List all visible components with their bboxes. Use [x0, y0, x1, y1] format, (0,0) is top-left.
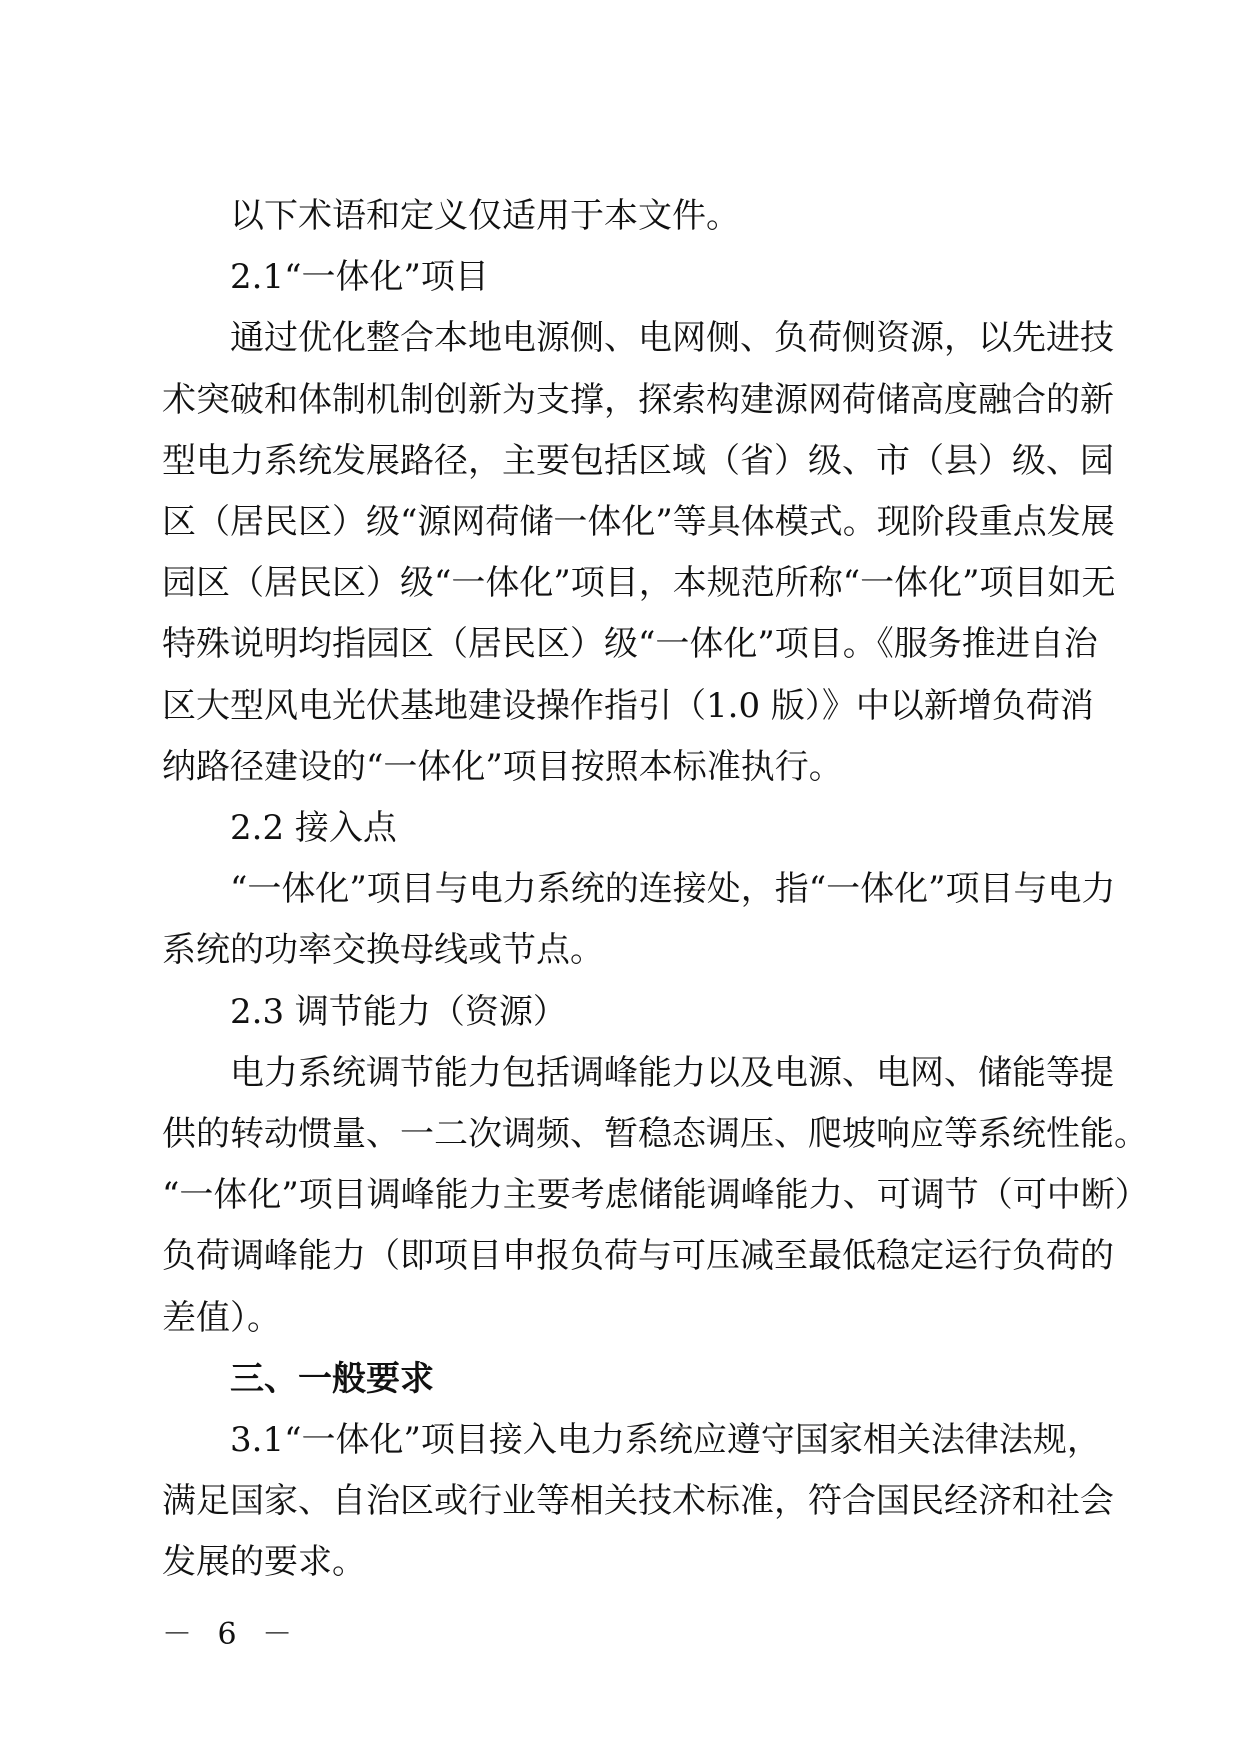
- text-line: 供的转动惯量、一二次调频、暂稳态调压、爬坡响应等系统性能。: [162, 1114, 1148, 1154]
- section-heading-3: 三、一般要求: [230, 1359, 434, 1399]
- text-line: 型电力系统发展路径，主要包括区域（省）级、市（县）级、园: [162, 441, 1114, 481]
- text-line: 以下术语和定义仅适用于本文件。: [230, 196, 740, 236]
- text-line: 电力系统调节能力包括调峰能力以及电源、电网、储能等提: [230, 1053, 1114, 1093]
- text-line: “一体化”项目调峰能力主要考虑储能调峰能力、可调节（可中断）: [162, 1175, 1149, 1215]
- text-line: 特殊说明均指园区（居民区）级“一体化”项目。《服务推进自治: [162, 624, 1098, 664]
- page-number: － 6 －: [162, 1617, 301, 1652]
- text-line: “一体化”项目与电力系统的连接处，指“一体化”项目与电力: [230, 869, 1116, 909]
- section-title-2-3: 2.3 调节能力（资源）: [230, 992, 567, 1032]
- section-title-2-2: 2.2 接入点: [230, 808, 397, 848]
- text-line: 纳路径建设的“一体化”项目按照本标准执行。: [162, 747, 843, 787]
- text-line: 3.1“一体化”项目接入电力系统应遵守国家相关法律法规，: [230, 1420, 1101, 1460]
- text-line: 区大型风电光伏基地建设操作指引（1.0 版）》中以新增负荷消: [162, 686, 1094, 726]
- text-line: 区（居民区）级“源网荷储一体化”等具体模式。现阶段重点发展: [162, 502, 1115, 542]
- text-line: 园区（居民区）级“一体化”项目，本规范所称“一体化”项目如无: [162, 563, 1116, 603]
- text-line: 术突破和体制机制创新为支撑，探索构建源网荷储高度融合的新: [162, 380, 1114, 420]
- text-line: 负荷调峰能力（即项目申报负荷与可压减至最低稳定运行负荷的: [162, 1236, 1114, 1276]
- text-line: 发展的要求。: [162, 1542, 366, 1582]
- text-line: 满足国家、自治区或行业等相关技术标准，符合国民经济和社会: [162, 1481, 1114, 1521]
- text-line: 差值）。: [162, 1298, 281, 1338]
- text-line: 通过优化整合本地电源侧、电网侧、负荷侧资源，以先进技: [230, 318, 1114, 358]
- section-title-2-1: 2.1“一体化”项目: [230, 257, 489, 297]
- text-line: 系统的功率交换母线或节点。: [162, 930, 604, 970]
